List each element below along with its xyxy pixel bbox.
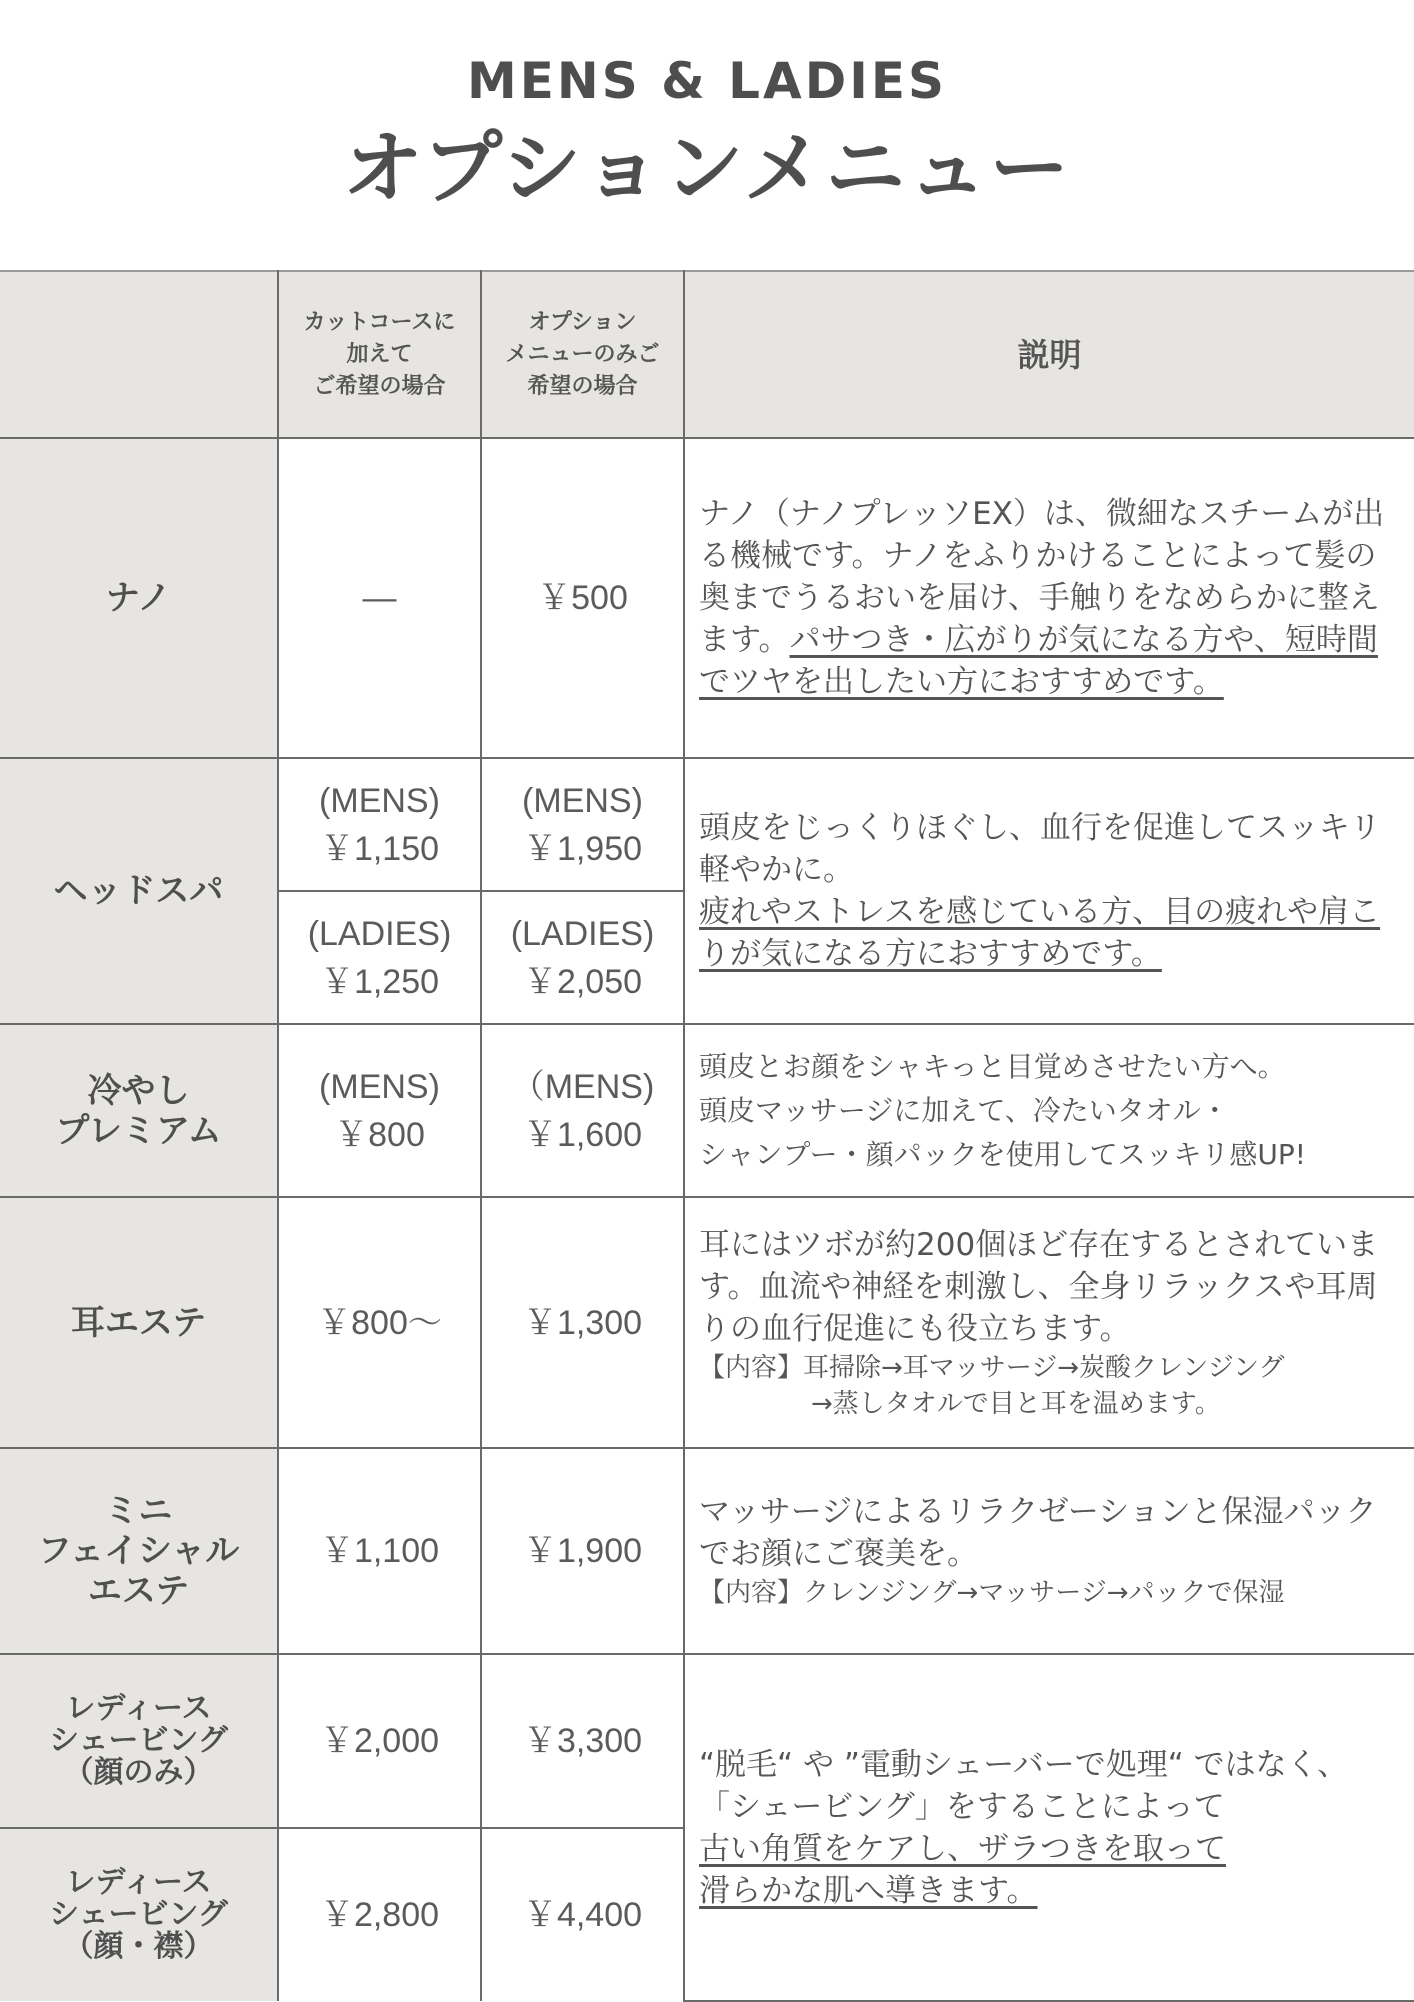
description-text: マッサージによるリラクゼーションと保湿パックでお顔にご褒美を。 (699, 1494, 1377, 1572)
price-value: ￥1,150 (319, 829, 440, 868)
header-line: 希望の場合 (527, 373, 638, 399)
description (684, 1448, 1414, 1654)
price-option-only: ￥3,300 (481, 1654, 684, 1828)
description-line: “脱毛“ や ”電動シェーバーで処理“ ではなく、 (699, 1746, 1349, 1783)
menu-name (0, 1448, 278, 1654)
description-text: 頭皮をじっくりほぐし、血行を促進してスッキリ軽やかに。 (699, 810, 1381, 888)
price-value: ￥1,250 (319, 962, 440, 1001)
description-highlight (699, 1828, 1400, 1870)
price-with-cut: ￥2,800 (278, 1828, 481, 2001)
description-contents: 【内容】クレンジング→マッサージ→パックで保湿 (699, 1578, 1285, 1608)
price-label: (LADIES) (510, 914, 655, 953)
price-value: ￥2,050 (522, 962, 643, 1001)
title-english: MENS & LADIES (466, 52, 947, 110)
table-row-ear-esthe (0, 1197, 1414, 1448)
price-value: ￥1,600 (522, 1115, 643, 1154)
header-line: オプション (528, 309, 637, 335)
description (684, 758, 1414, 1024)
header-description: 説明 (684, 271, 1414, 438)
table-row-cool-premium (0, 1024, 1414, 1197)
price-with-cut: ￥2,000 (278, 1654, 481, 1828)
description-highlight: パサつき・広がりが気になる方や、短時間でツヤを出したい方におすすめです。 (699, 622, 1378, 700)
menu-name: ヘッドスパ (0, 758, 278, 1024)
description-line: シャンプー・顔パックを使用してスッキリ感UP! (699, 1137, 1306, 1171)
menu-name-line: （顔のみ） (63, 1755, 214, 1790)
description-highlight-line: 滑らかな肌へ導きます。 (699, 1872, 1038, 1909)
description-contents: →蒸しタオルで目と耳を温めます。 (811, 1388, 1221, 1419)
menu-name (0, 1654, 278, 1828)
price-with-cut (278, 1024, 481, 1197)
price-label: (LADIES) (307, 914, 452, 953)
description-highlight (699, 1870, 1400, 1912)
menu-name: ナノ (0, 438, 278, 758)
price-value: ￥800 (334, 1115, 425, 1154)
header-line: 加えて (346, 341, 413, 367)
description-line: 頭皮マッサージに加えて、冷たいタオル・ (699, 1093, 1229, 1127)
header-line: メニューのみご (505, 341, 660, 367)
menu-name-line: フェイシャル (37, 1531, 240, 1571)
description-contents: 【内容】耳掃除→耳マッサージ→炭酸クレンジング (699, 1352, 1285, 1383)
price-option-only: ￥4,400 (481, 1828, 684, 2001)
price-option-only-mens (481, 758, 684, 891)
menu-name-line: エステ (87, 1571, 190, 1611)
table-row-nano (0, 438, 1414, 758)
description-text: 耳にはツボが約200個ほど存在するとされています。血流や神経を刺激し、全身リラックスや耳周りの血行促進にも役立ちます。 (699, 1226, 1379, 1347)
price-with-cut-mens (278, 758, 481, 891)
table-row-ladies-shaving-face (0, 1654, 1414, 1828)
menu-name: 耳エステ (0, 1197, 278, 1448)
description (684, 438, 1414, 758)
description-highlight: 疲れやストレスを感じている方、目の疲れや肩こりが気になる方におすすめです。 (699, 894, 1381, 972)
description (684, 1654, 1414, 2001)
header-line: カットコースに (303, 309, 456, 335)
header-line: ご希望の場合 (313, 373, 446, 399)
price-with-cut-ladies (278, 891, 481, 1024)
menu-name-line: レディース (65, 1691, 212, 1726)
description-highlight-line: 古い角質をケアし、ザラつきを取って (699, 1830, 1226, 1867)
price-option-only-ladies (481, 891, 684, 1024)
menu-name-line: プレミアム (55, 1110, 222, 1151)
price-with-cut: ￥1,100 (278, 1448, 481, 1654)
menu-name (0, 1024, 278, 1197)
price-value: ￥1,950 (522, 829, 643, 868)
price-option-only: ￥1,300 (481, 1197, 684, 1448)
price-label: (MENS) (319, 1067, 440, 1106)
header-name-cell (0, 271, 278, 438)
description (684, 1024, 1414, 1197)
header-option-only (481, 271, 684, 438)
menu-name-line: シェービング (49, 1723, 228, 1758)
price-option-only: ￥1,900 (481, 1448, 684, 1654)
price-label: (MENS) (522, 781, 643, 820)
price-label: (MENS) (319, 781, 440, 820)
header-row (0, 271, 1414, 438)
table-row-headspa-mens (0, 758, 1414, 891)
table-row-mini-facial (0, 1448, 1414, 1654)
header-with-cut-course (278, 271, 481, 438)
price-option-only (481, 1024, 684, 1197)
title-japanese: オプションメニュー (342, 122, 1072, 215)
description (684, 1197, 1414, 1448)
price-with-cut: — (278, 438, 481, 758)
price-label: （MENS) (510, 1067, 655, 1106)
price-option-only: ￥500 (481, 438, 684, 758)
menu-name (0, 1828, 278, 2001)
menu-name-line: 冷やし (87, 1070, 190, 1111)
menu-name-line: ミニ (104, 1491, 173, 1531)
price-with-cut: ￥800〜 (278, 1197, 481, 1448)
description-line: 「シェービング」をすることによって (699, 1788, 1225, 1825)
menu-name-line: レディース (65, 1865, 212, 1900)
menu-name-line: （顔・襟） (63, 1929, 214, 1964)
menu-name-line: シェービング (49, 1897, 228, 1932)
description-text: ナノ（ナノプレッソEX）は、微細なスチームが出る機械です。ナノをふりかけることによって髪の奥までうるおいを届け、手触りをなめらかに整えます。 (699, 496, 1385, 658)
option-menu-table (0, 270, 1414, 2002)
description-line: 頭皮とお顔をシャキっと目覚めさせたい方へ。 (699, 1049, 1286, 1083)
